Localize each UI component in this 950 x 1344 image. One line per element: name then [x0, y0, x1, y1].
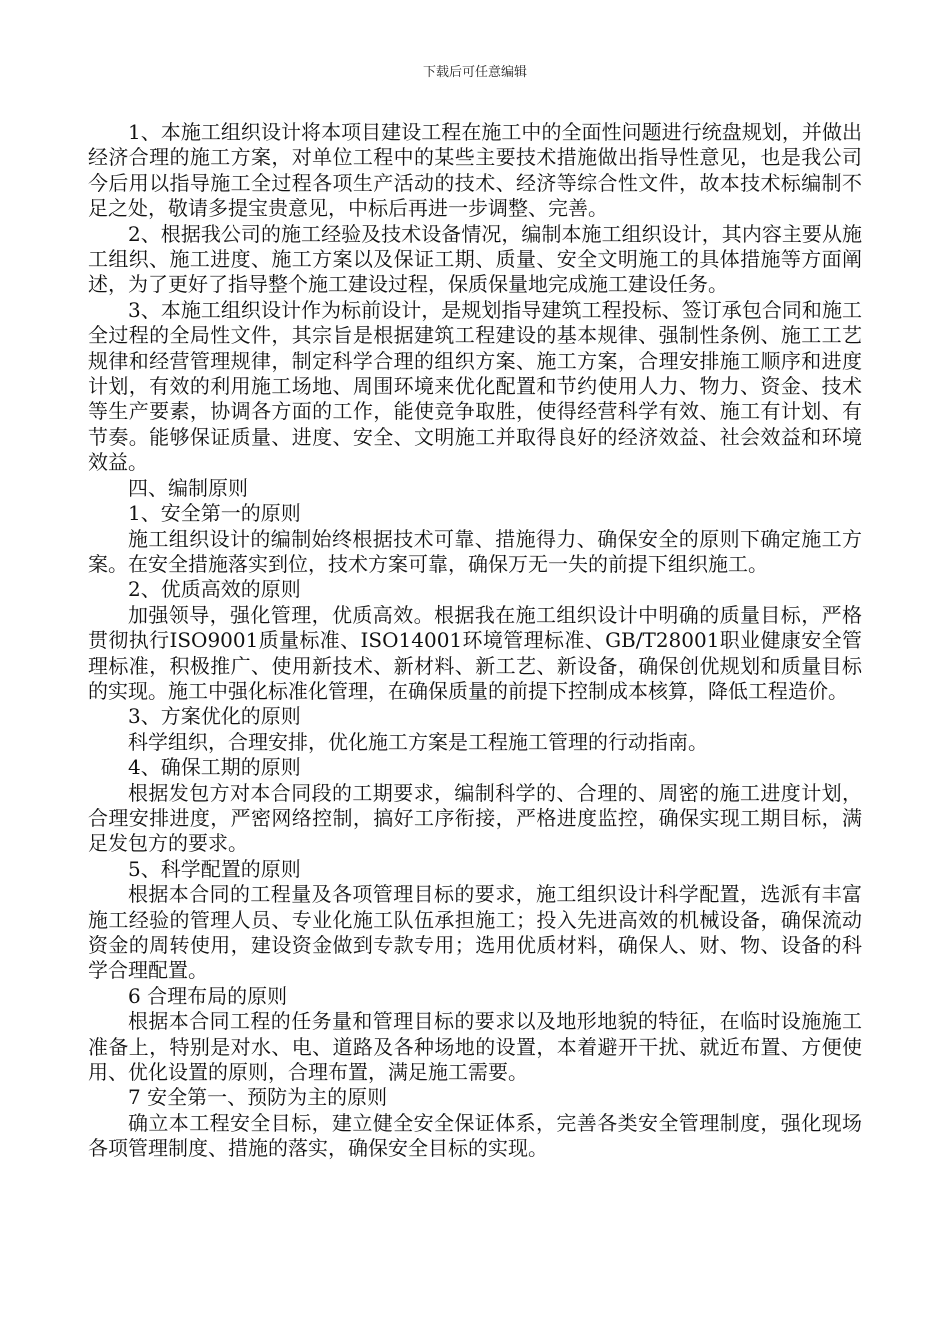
principle-text-6: 根据本合同工程的任务量和管理目标的要求以及地形地貌的特征，在临时设施施工准备上，特别是对水、电、道路及各种场地的设置，本着避开干扰、就近布置、方便使用、优化设置的原则，合理布置，满足施工需要。	[88, 1009, 862, 1085]
principle-heading-6: 6 合理布局的原则	[128, 983, 288, 1008]
paragraph-intro-2: 2、根据我公司的施工经验及技术设备情况，编制本施工组织设计，其内容主要从施工组织、施工进度、施工方案以及保证工期、质量、安全文明施工的具体措施等方面阐述，为了更好了指导整个施工建设过程，保质保量地完成施工建设任务。	[88, 221, 862, 297]
principle-heading-7: 7 安全第一、预防为主的原则	[128, 1085, 388, 1110]
document-body	[88, 120, 862, 1162]
principle-heading-5: 5、科学配置的原则	[128, 856, 301, 881]
principle-heading-1: 1、安全第一的原则	[128, 501, 301, 526]
principle-text-7: 确立本工程安全目标，建立健全安全保证体系，完善各类安全管理制度，强化现场各项管理制度、措施的落实，确保安全目标的实现。	[88, 1110, 862, 1161]
principle-heading-2: 2、优质高效的原则	[128, 577, 301, 602]
paragraph-intro-1: 1、本施工组织设计将本项目建设工程在施工中的全面性问题进行统盘规划，并做出经济合理的施工方案，对单位工程中的某些主要技术措施做出指导性意见，也是我公司今后用以指导施工全过程各项生产活动的技术、经济等综合性文件，故本技术标编制不足之处，敬请多提宝贵意见，中标后再进一步调整、完善。	[88, 120, 862, 221]
principle-text-1: 施工组织设计的编制始终根据技术可靠、措施得力、确保安全的原则下确定施工方案。在安全措施落实到位，技术方案可靠，确保万无一失的前提下组织施工。	[88, 526, 862, 576]
principle-heading-4: 4、确保工期的原则	[128, 755, 301, 780]
principle-text-2: 加强领导，强化管理，优质高效。根据我在施工组织设计中明确的质量目标，严格贯彻执行ISO9001质量标准、ISO14001环境管理标准、GB/T28001职业健康安全管理标准，积极推广、使用新技术、新材料、新工艺、新设备，确保创优规划和质量目标的实现。施工中强化标准化管理，在确保质量的前提下控制成本核算，降低工程造价。	[88, 602, 862, 703]
principle-heading-3: 3、方案优化的原则	[128, 704, 301, 729]
principle-text-5: 根据本合同的工程量及各项管理目标的要求，施工组织设计科学配置，选派有丰富施工经验的管理人员、专业化施工队伍承担施工；投入先进高效的机械设备，确保流动资金的周转使用，建设资金做到专款专用；选用优质材料，确保人、财、物、设备的科学合理配置。	[88, 882, 862, 983]
paragraph-intro-3: 3、本施工组织设计作为标前设计，是规划指导建筑工程投标、签订承包合同和施工全过程的全局性文件，其宗旨是根据建筑工程建设的基本规律、强制性条例、施工工艺规律和经营管理规律，制定科学合理的组织方案、施工方案，合理安排施工顺序和进度计划，有效的利用施工场地、周围环境来优化配置和节约使用人力、物力、资金、技术等生产要素，协调各方面的工作，能使竞争取胜，使得经营科学有效、施工有计划、有节奏。能够保证质量、进度、安全、文明施工并取得良好的经济效益、社会效益和环境效益。	[88, 297, 862, 475]
page-header: 下载后可任意编辑	[422, 65, 527, 80]
principle-text-3: 科学组织，合理安排，优化施工方案是工程施工管理的行动指南。	[128, 729, 708, 754]
principle-text-4: 根据发包方对本合同段的工期要求，编制科学的、合理的、周密的施工进度计划，合理安排进度，严密网络控制，搞好工序衔接，严格进度监控，确保实现工期目标，满足发包方的要求。	[88, 780, 862, 856]
section-heading-principles: 四、编制原则	[128, 475, 248, 500]
